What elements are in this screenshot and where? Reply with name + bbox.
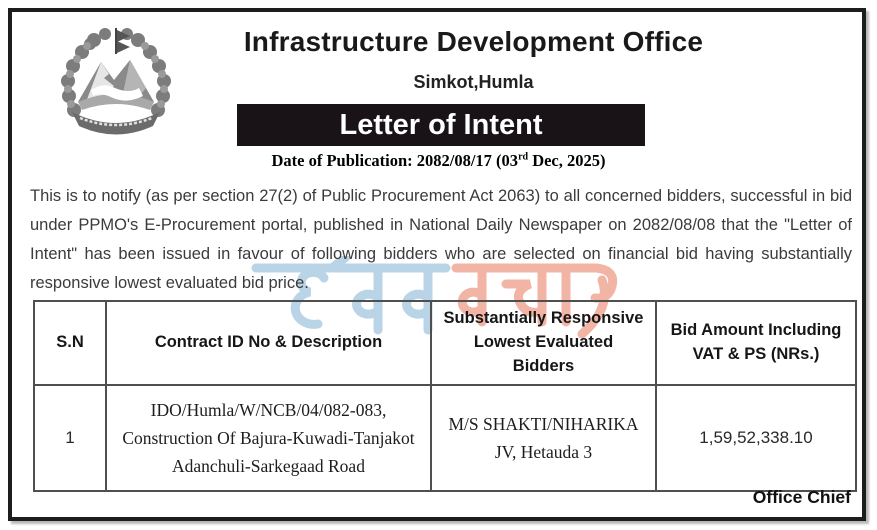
cell-bid-amount: 1,59,52,338.10 xyxy=(656,385,856,491)
cell-serial-number: 1 xyxy=(34,385,106,491)
column-header-sn: S.N xyxy=(34,301,106,385)
publication-date-prefix: Date of Publication: 2082/08/17 (03 xyxy=(271,151,519,170)
column-header-amount: Bid Amount Including VAT & PS (NRs.) xyxy=(656,301,856,385)
bidders-table xyxy=(33,300,857,492)
notice-paragraph: This is to notify (as per section 27(2) of Public Procurement Act 2063) to all concerned bidders, successful in bid under PPMO's E-Procurement portal, published in National Daily Newspaper on 2082/08/08 that the "Letter of Intent" has been issued in favour of following bidders who are selected on financial bid having substantially responsive lowest evaluated bid price. xyxy=(30,187,852,292)
office-name-title: Infrastructure Development Office xyxy=(243,26,704,57)
publication-date-suffix: Dec, 2025) xyxy=(528,151,606,170)
signature-office-chief: Office Chief xyxy=(752,487,851,507)
table-row xyxy=(34,385,856,491)
cell-contract-description: IDO/Humla/W/NCB/04/082-083, Construction Of Bajura-Kuwadi-Tanjakot Adanchuli-Sarkegaad Road xyxy=(106,385,431,491)
table-header-row xyxy=(34,301,856,385)
office-location: Simkot,Humla xyxy=(413,72,534,92)
cell-bidder-name: M/S SHAKTI/NIHARIKA JV, Hetauda 3 xyxy=(431,385,656,491)
publication-date-ordinal: rd xyxy=(518,151,529,163)
column-header-contract: Contract ID No & Description xyxy=(106,301,431,385)
publication-date xyxy=(0,151,877,171)
column-header-bidders: Substantially Responsive Lowest Evaluated Bidders xyxy=(431,301,656,385)
letter-of-intent-banner: Letter of Intent xyxy=(237,104,645,146)
